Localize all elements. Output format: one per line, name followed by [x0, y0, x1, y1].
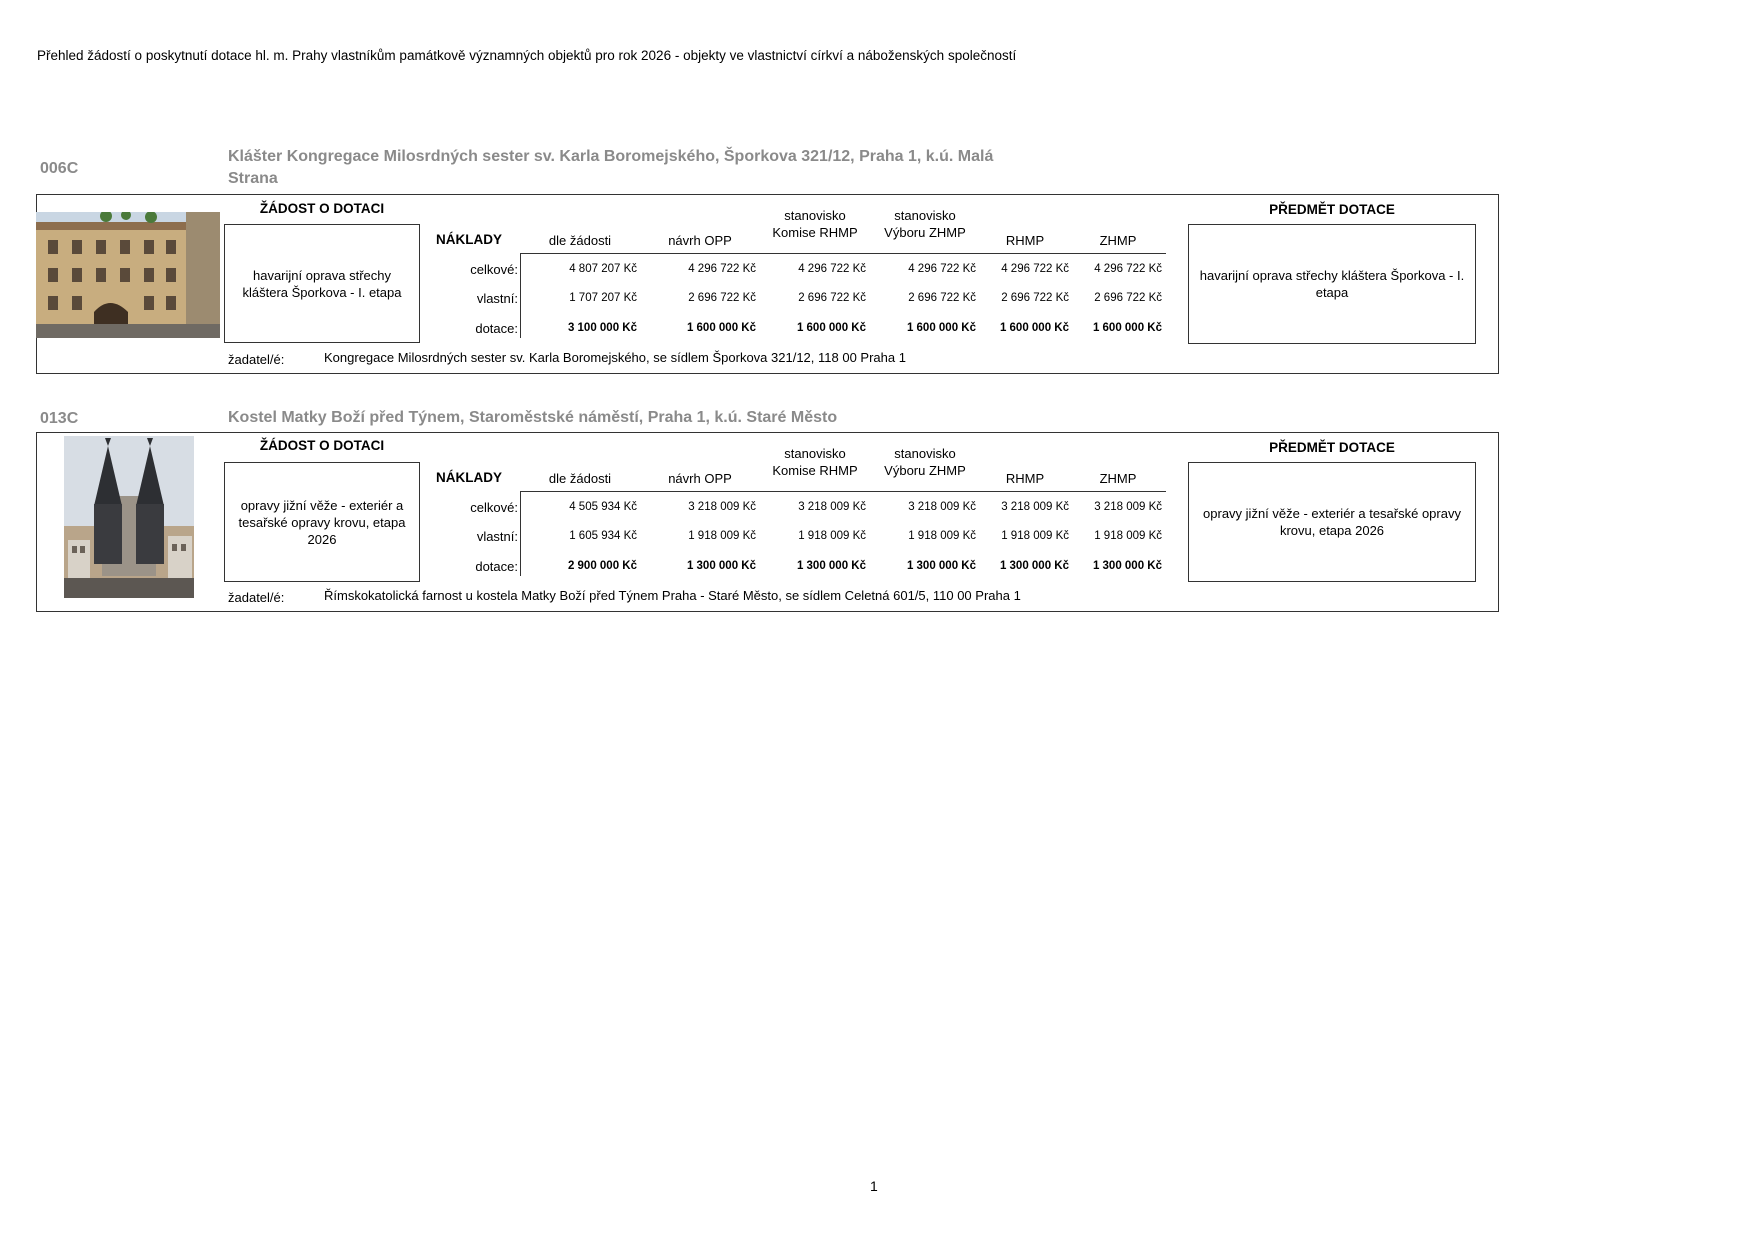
row-label-subsidy: dotace: — [475, 321, 518, 336]
cell-own-rhmp: 1 918 009 Kč — [1001, 530, 1069, 542]
applicant-value: Římskokatolická farnost u kostela Matky Boží před Týnem Praha - Staré Město, se sídlem Celetná 601/5, 110 00 Praha 1 — [324, 588, 1021, 603]
cell-total-zhmp-committee: 3 218 009 Kč — [908, 501, 976, 513]
subject-header: PŘEDMĚT DOTACE — [1269, 440, 1395, 455]
cell-total-rhmp-commission: 3 218 009 Kč — [798, 501, 866, 513]
col-zhmp: ZHMP — [1099, 471, 1137, 486]
col-rhmp-commission-line2: Komise RHMP — [772, 463, 858, 478]
cell-own-rhmp: 2 696 722 Kč — [1001, 292, 1069, 304]
cell-own-zhmp: 1 918 009 Kč — [1094, 530, 1162, 542]
cell-subsidy-request: 3 100 000 Kč — [567, 322, 637, 334]
cell-subsidy-rhmp-commission: 1 300 000 Kč — [796, 560, 866, 572]
request-text: opravy jižní věže - exteriér a tesařské opravy krovu, etapa 2026 — [238, 497, 406, 547]
cell-subsidy-opp: 1 600 000 Kč — [686, 322, 756, 334]
record-name — [228, 407, 1078, 429]
costs-label: NÁKLADY — [436, 470, 502, 485]
request-description — [224, 462, 420, 582]
monastery-photo — [36, 212, 220, 338]
row-label-own: vlastní: — [476, 529, 518, 544]
cell-subsidy-zhmp-committee: 1 300 000 Kč — [906, 560, 976, 572]
church-photo — [64, 436, 194, 598]
cell-subsidy-rhmp: 1 300 000 Kč — [999, 560, 1069, 572]
cell-subsidy-rhmp-commission: 1 600 000 Kč — [796, 322, 866, 334]
request-header: ŽÁDOST O DOTACI — [259, 438, 385, 453]
request-description — [224, 224, 420, 343]
col-request: dle žádosti — [548, 471, 612, 486]
row-label-total: celkové: — [470, 500, 518, 515]
subject-description — [1188, 462, 1476, 582]
cell-total-zhmp: 3 218 009 Kč — [1094, 501, 1162, 513]
cell-subsidy-opp: 1 300 000 Kč — [686, 560, 756, 572]
record-name-line1: Kostel Matky Boží před Týnem, Staroměstské náměstí, Praha 1, k.ú. Staré Město — [228, 409, 838, 426]
col-rhmp: RHMP — [1005, 471, 1045, 486]
record-name-line2: Strana — [228, 170, 278, 187]
costs-label: NÁKLADY — [436, 232, 502, 247]
col-rhmp-commission — [760, 207, 870, 241]
col-rhmp: RHMP — [1005, 233, 1045, 248]
cell-subsidy-rhmp: 1 600 000 Kč — [999, 322, 1069, 334]
cell-own-opp: 2 696 722 Kč — [688, 292, 756, 304]
col-zhmp-committee-line1: stanovisko — [894, 208, 956, 223]
cell-subsidy-request: 2 900 000 Kč — [567, 560, 637, 572]
cell-subsidy-zhmp-committee: 1 600 000 Kč — [906, 322, 976, 334]
col-zhmp-committee-line2: Výboru ZHMP — [884, 463, 966, 478]
col-request: dle žádosti — [548, 233, 612, 248]
col-zhmp-committee — [870, 445, 980, 479]
cell-total-rhmp: 4 296 722 Kč — [1001, 263, 1069, 275]
request-text: havarijní oprava střechy kláštera Šporkova - I. etapa — [242, 267, 402, 300]
col-opp: návrh OPP — [668, 471, 732, 486]
subject-text: opravy jižní věže - exteriér a tesařské opravy krovu, etapa 2026 — [1203, 506, 1461, 538]
cell-total-opp: 4 296 722 Kč — [688, 263, 756, 275]
page-number: 1 — [870, 1178, 878, 1194]
cell-total-request: 4 505 934 Kč — [569, 501, 637, 513]
cell-total-request: 4 807 207 Kč — [569, 263, 637, 275]
row-label-total: celkové: — [470, 262, 518, 277]
document-title: Přehled žádostí o poskytnutí dotace hl. m. Prahy vlastníkům památkově významných objektů pro rok 2026 - objekty ve vlastnictví církví a náboženských společností — [37, 48, 1017, 63]
applicant-label: žadatel/é: — [228, 590, 285, 605]
row-label-own: vlastní: — [476, 291, 518, 306]
col-zhmp-committee-line1: stanovisko — [894, 446, 956, 461]
col-rhmp-commission-line2: Komise RHMP — [772, 225, 858, 240]
cell-total-rhmp: 3 218 009 Kč — [1001, 501, 1069, 513]
col-rhmp-commission-line1: stanovisko — [784, 446, 846, 461]
cell-total-rhmp-commission: 4 296 722 Kč — [798, 263, 866, 275]
record-id: 013C — [40, 410, 79, 427]
col-zhmp: ZHMP — [1099, 233, 1137, 248]
col-opp: návrh OPP — [668, 233, 732, 248]
cell-total-opp: 3 218 009 Kč — [688, 501, 756, 513]
subject-header: PŘEDMĚT DOTACE — [1269, 202, 1395, 217]
record-name-line1: Klášter Kongregace Milosrdných sester sv. Karla Boromejského, Šporkova 321/12, Praha 1, k.ú. Malá — [228, 148, 994, 165]
record-id: 006C — [40, 160, 79, 177]
cell-total-zhmp-committee: 4 296 722 Kč — [908, 263, 976, 275]
cell-own-request: 1 707 207 Kč — [569, 292, 637, 304]
cell-own-opp: 1 918 009 Kč — [688, 530, 756, 542]
col-rhmp-commission-line1: stanovisko — [784, 208, 846, 223]
subject-text: havarijní oprava střechy kláštera Šporkova - I. etapa — [1199, 268, 1465, 300]
cell-own-zhmp-committee: 2 696 722 Kč — [908, 292, 976, 304]
request-header: ŽÁDOST O DOTACI — [259, 201, 385, 216]
col-zhmp-committee-line2: Výboru ZHMP — [884, 225, 966, 240]
cell-total-zhmp: 4 296 722 Kč — [1094, 263, 1162, 275]
record-name — [228, 146, 1078, 190]
applicant-label: žadatel/é: — [228, 352, 285, 367]
cell-own-zhmp: 2 696 722 Kč — [1094, 292, 1162, 304]
cell-subsidy-zhmp: 1 300 000 Kč — [1092, 560, 1162, 572]
cell-subsidy-zhmp: 1 600 000 Kč — [1092, 322, 1162, 334]
subject-description — [1188, 224, 1476, 344]
cell-own-rhmp-commission: 2 696 722 Kč — [798, 292, 866, 304]
col-zhmp-committee — [870, 207, 980, 241]
applicant-value: Kongregace Milosrdných sester sv. Karla Boromejského, se sídlem Šporkova 321/12, 118 00 Praha 1 — [324, 350, 906, 365]
cell-own-zhmp-committee: 1 918 009 Kč — [908, 530, 976, 542]
col-rhmp-commission — [760, 445, 870, 479]
row-label-subsidy: dotace: — [475, 559, 518, 574]
cell-own-rhmp-commission: 1 918 009 Kč — [798, 530, 866, 542]
cell-own-request: 1 605 934 Kč — [569, 530, 637, 542]
